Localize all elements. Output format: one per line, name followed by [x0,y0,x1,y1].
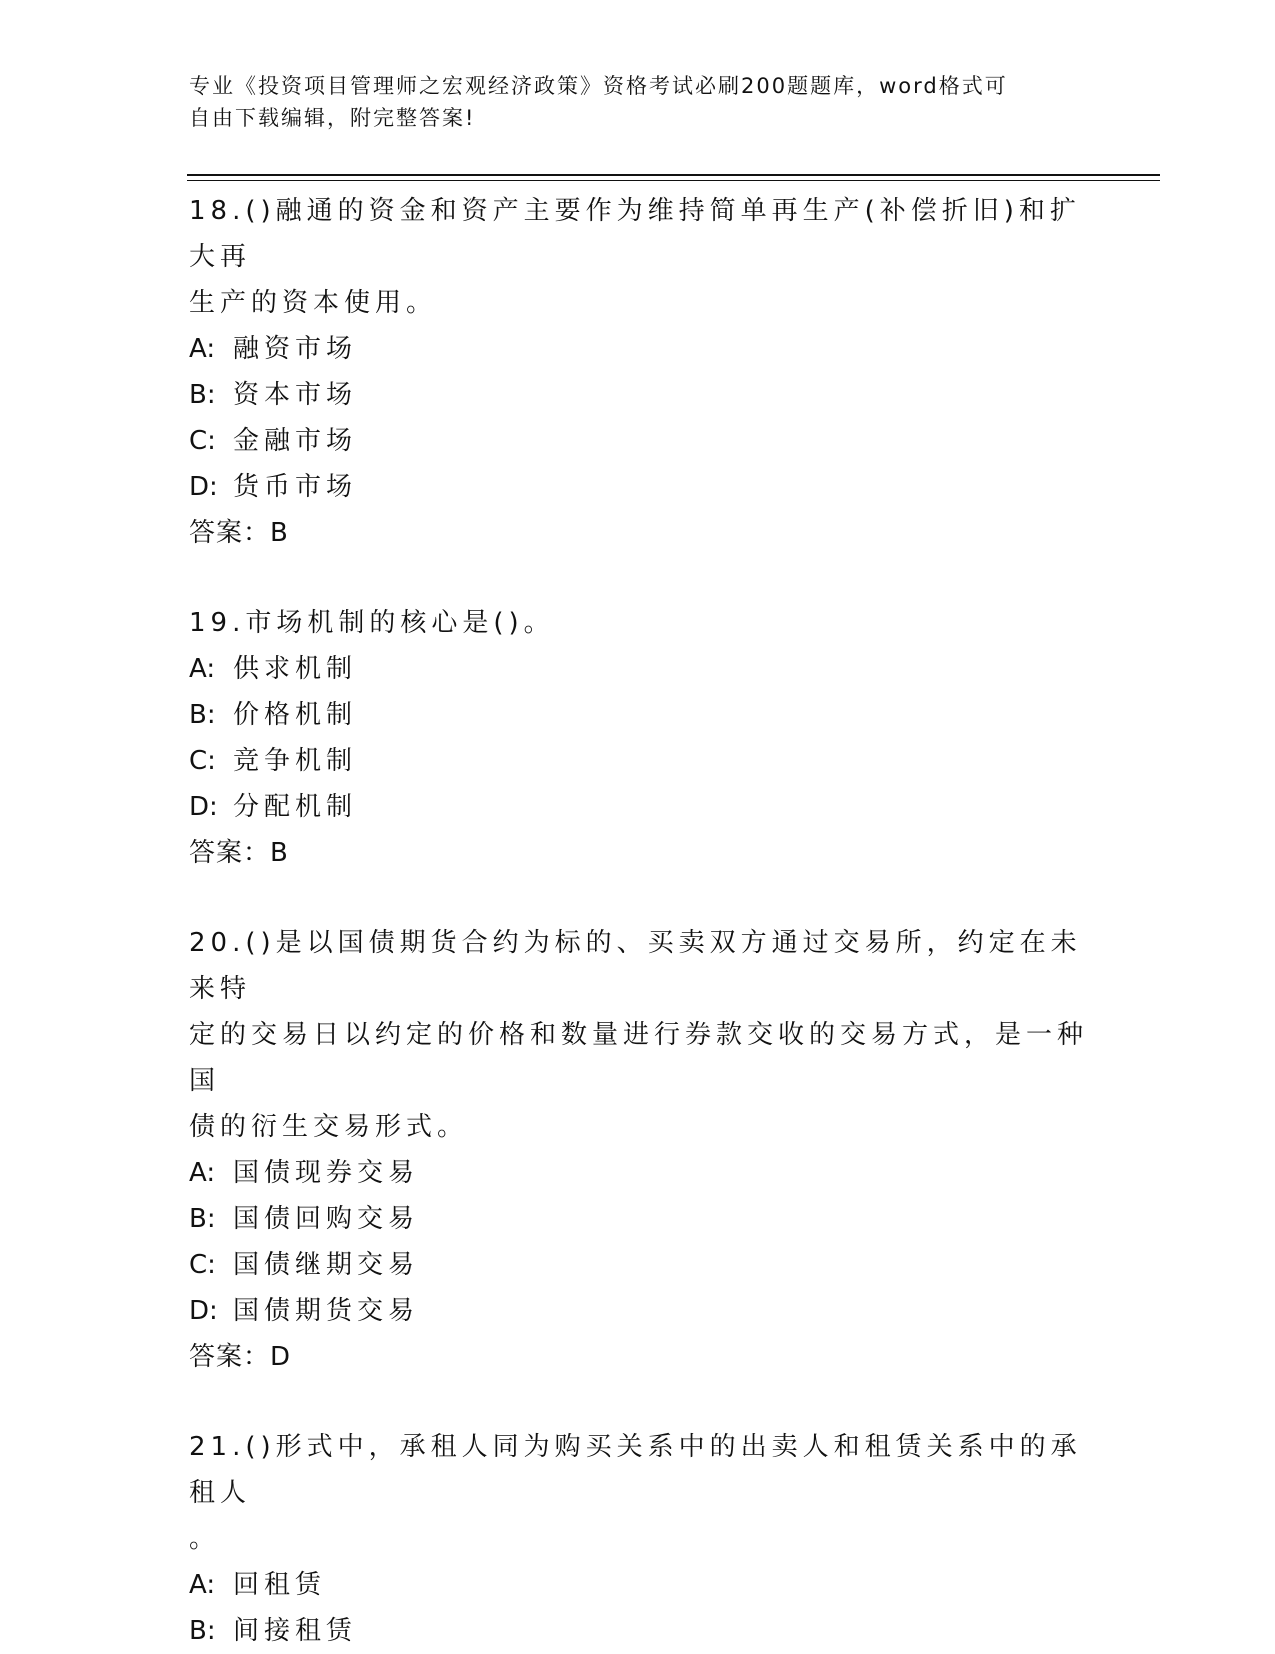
option-text: 货币市场 [233,472,358,502]
option-letter: C: [189,1250,216,1280]
answer-line: 答案：B [189,838,289,868]
question-21 [189,1424,1089,1654]
option-text: 国债现券交易 [233,1158,420,1188]
header-title-line-2: 自由下载编辑，附完整答案! [189,106,476,130]
question-19 [189,600,1089,876]
option-a [189,326,1089,372]
header-title-line-1: 专业《投资项目管理师之宏观经济政策》资格考试必刷200题题库，word格式可 [189,74,1008,98]
question-list [189,188,1089,1654]
option-letter: A: [189,1570,216,1600]
question-stem-line: 19.市场机制的核心是()。 [189,608,555,638]
question-stem-line: 20.()是以国债期货合约为标的、买卖双方通过交易所，约定在未来特 [189,928,1082,1004]
option-letter: B: [189,700,216,730]
question-stem-line: 债的衍生交易形式。 [189,1112,469,1142]
option-text: 间接租赁 [233,1616,358,1646]
option-letter: C: [189,746,216,776]
question-20 [189,920,1089,1380]
question-spacer [189,876,1089,920]
answer-line: 答案：B [189,518,289,548]
option-a [189,646,1089,692]
option-a [189,1562,1089,1608]
option-text: 回租赁 [233,1570,327,1600]
option-text: 融资市场 [233,334,358,364]
option-b [189,372,1089,418]
option-b [189,1608,1089,1654]
question-stem-line: 生产的资本使用。 [189,288,438,318]
document-header [189,70,1089,134]
option-text: 竞争机制 [233,746,358,776]
option-text: 国债继期交易 [233,1250,420,1280]
option-text: 价格机制 [233,700,358,730]
question-stem-line: 定的交易日以约定的价格和数量进行券款交收的交易方式，是一种国 [189,1020,1089,1096]
option-a [189,1150,1089,1196]
option-letter: D: [189,792,218,822]
option-letter: C: [189,426,216,456]
option-text: 金融市场 [233,426,358,456]
option-d [189,784,1089,830]
option-text: 国债期货交易 [233,1296,420,1326]
question-spacer [189,1380,1089,1424]
option-letter: B: [189,380,216,410]
question-18 [189,188,1089,556]
header-divider-thick [187,174,1160,176]
question-stem-line: 。 [189,1524,221,1554]
option-c [189,738,1089,784]
option-text: 分配机制 [233,792,358,822]
option-letter: B: [189,1616,216,1646]
option-c [189,418,1089,464]
option-b [189,1196,1089,1242]
header-divider-thin [187,180,1160,181]
option-letter: D: [189,1296,218,1326]
option-text: 资本市场 [233,380,358,410]
option-d [189,464,1089,510]
option-text: 国债回购交易 [233,1204,420,1234]
option-c [189,1242,1089,1288]
option-b [189,692,1089,738]
answer-line: 答案：D [189,1342,292,1372]
option-text: 供求机制 [233,654,358,684]
option-letter: A: [189,654,216,684]
option-letter: A: [189,1158,216,1188]
option-letter: B: [189,1204,216,1234]
question-stem-line: 21.()形式中，承租人同为购买关系中的出卖人和租赁关系中的承租人 [189,1432,1082,1508]
question-spacer [189,556,1089,600]
option-letter: A: [189,334,216,364]
question-stem-line: 18.()融通的资金和资产主要作为维持简单再生产(补偿折旧)和扩大再 [189,196,1081,272]
option-d [189,1288,1089,1334]
option-letter: D: [189,472,218,502]
